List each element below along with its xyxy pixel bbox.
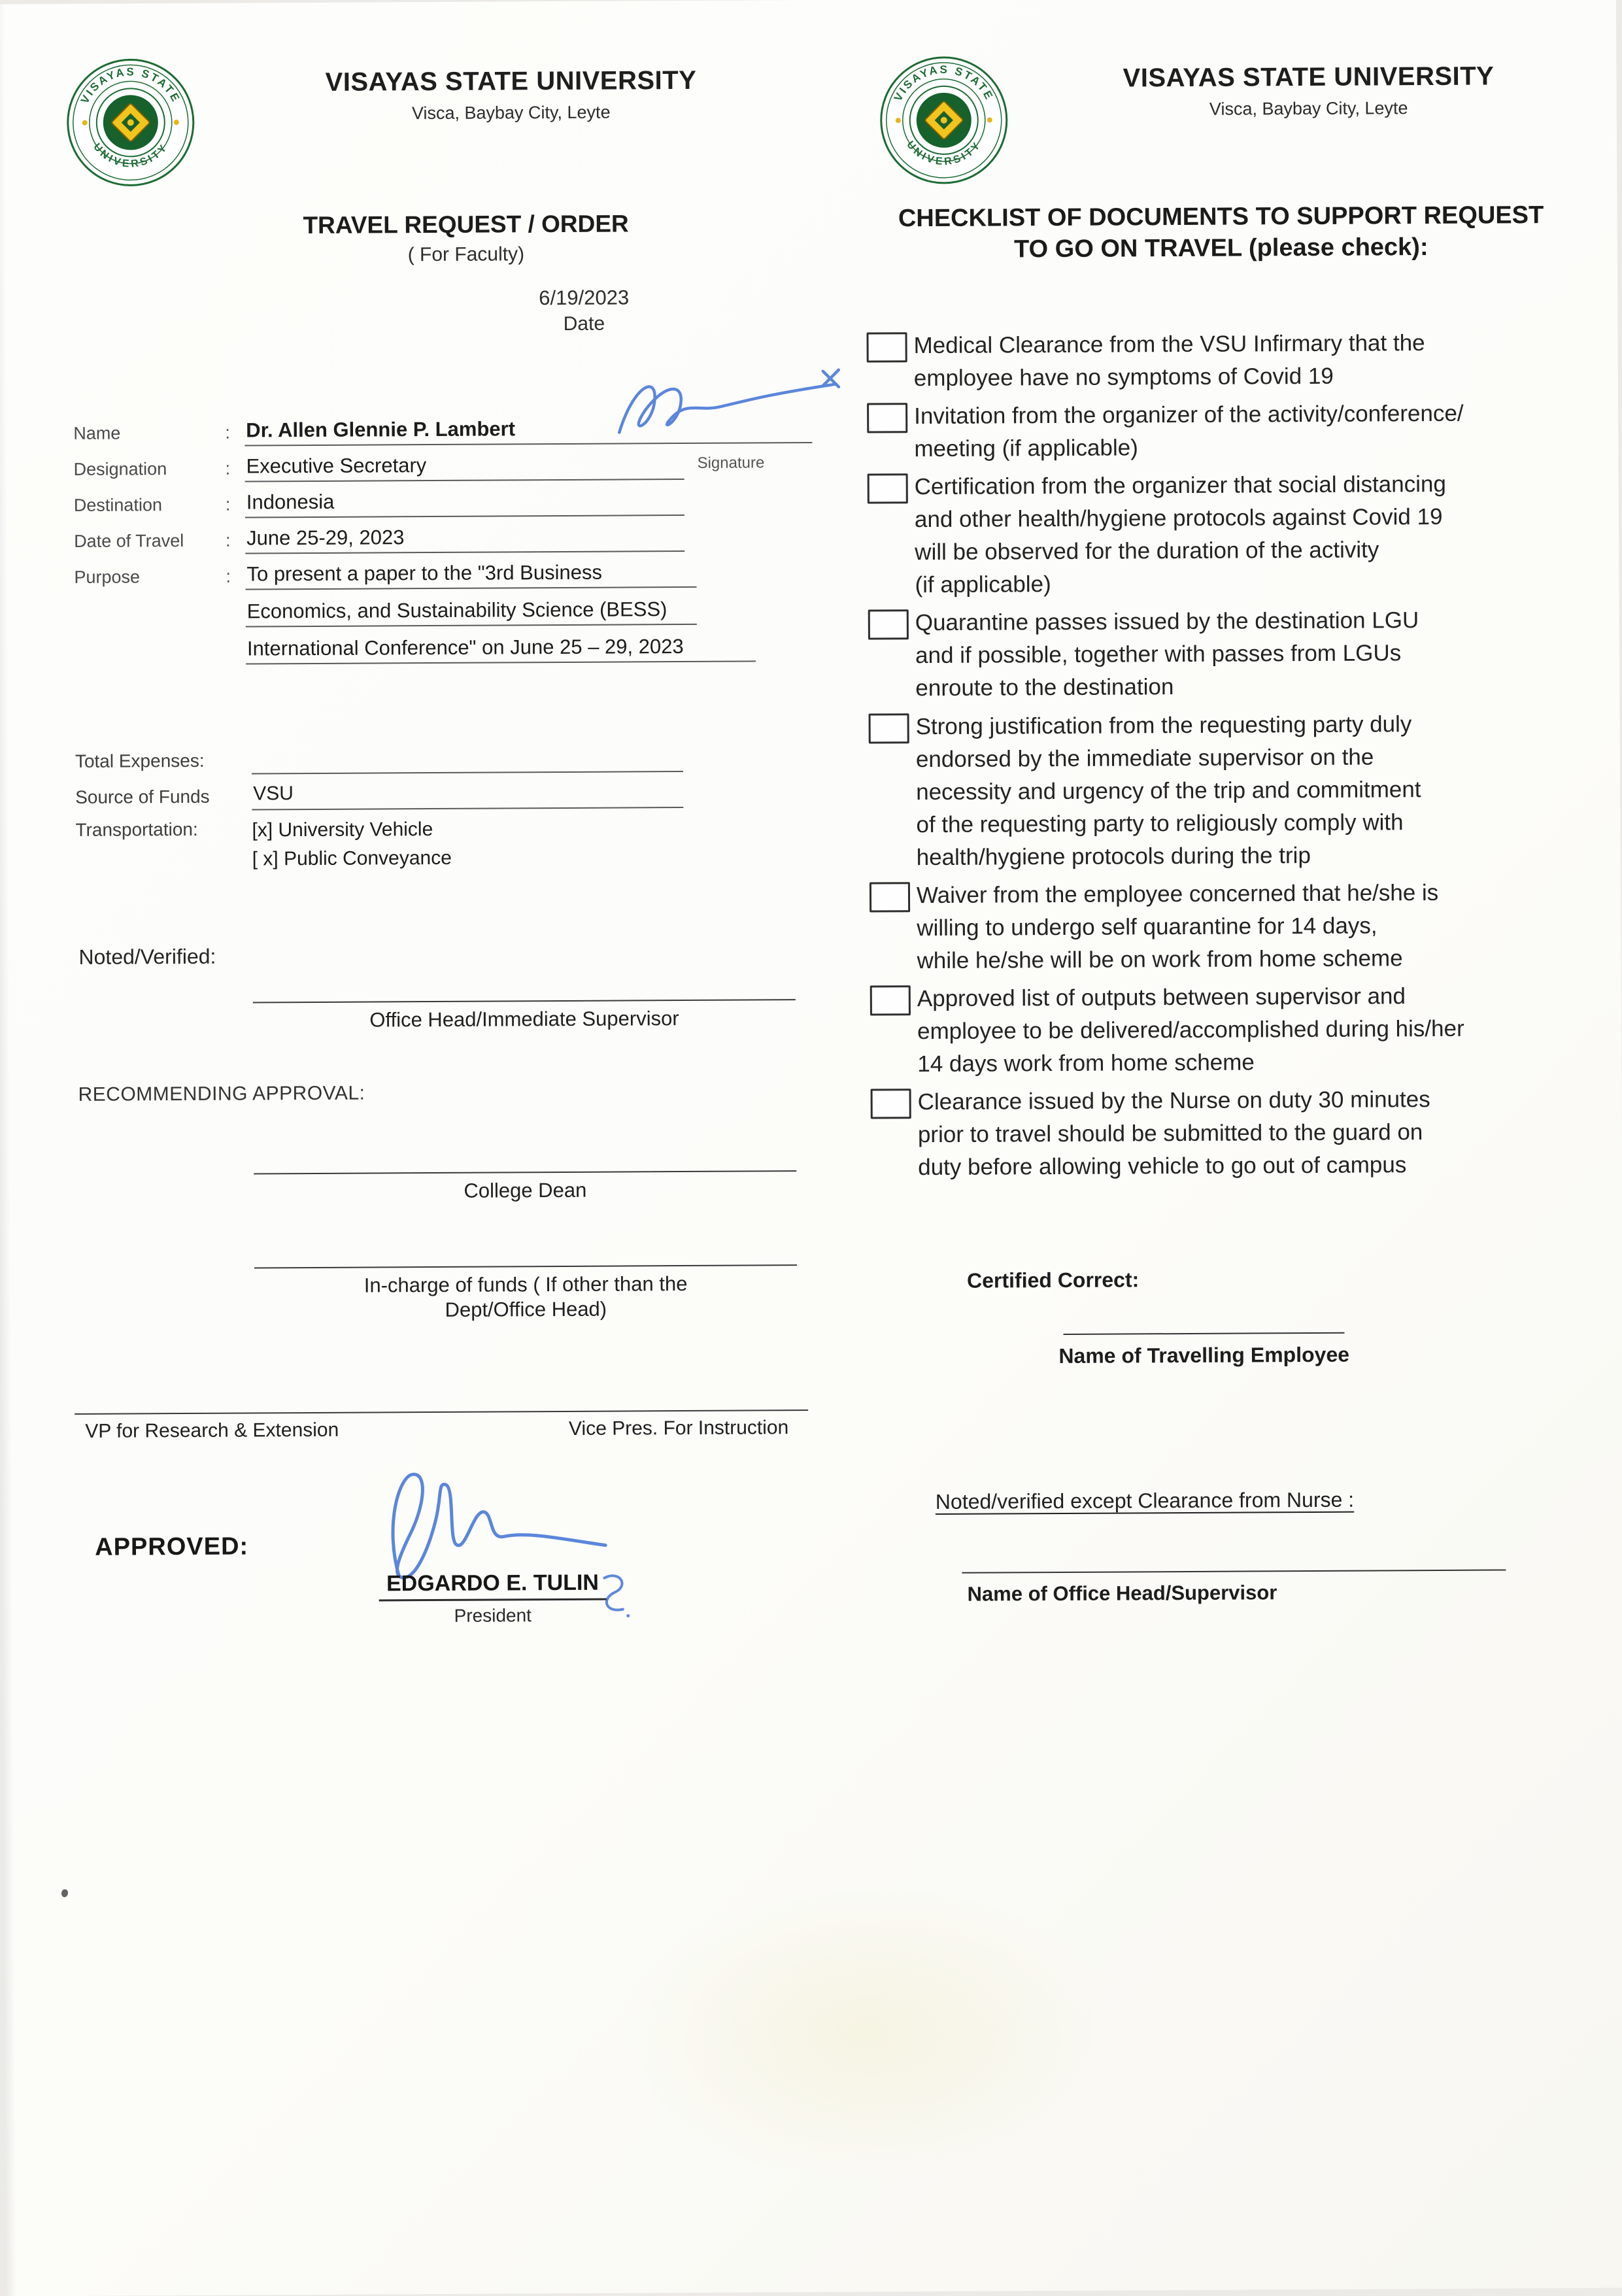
incharge-funds-label-line2: Dept/Office Head): [445, 1297, 607, 1321]
source-of-funds-label: Source of Funds: [75, 786, 210, 807]
checkbox[interactable]: [869, 713, 909, 743]
employee-signature-image: [607, 358, 850, 463]
checklist-item-text: Approved list of outputs between supervisor and employee to be delivered/accomplished during his/her 14 days work from home scheme: [917, 983, 1464, 1077]
form-title: TRAVEL REQUEST / ORDER: [303, 210, 629, 239]
total-expenses-row: [75, 744, 775, 775]
colon: :: [225, 494, 231, 515]
office-head-supervisor-block: [962, 1569, 1524, 1606]
transport-option-university-vehicle: [x] University Vehicle: [252, 819, 433, 841]
transport-option-public-conveyance: [ x] Public Conveyance: [252, 847, 452, 870]
checklist-item: [869, 707, 1602, 874]
expenses-block: [75, 744, 775, 881]
colon: :: [225, 422, 230, 443]
travel-date-label: Date of Travel: [74, 531, 184, 551]
form-title-block: [192, 210, 741, 267]
checkbox[interactable]: [868, 610, 909, 640]
checklist-title-line1: CHECKLIST OF DOCUMENTS TO SUPPORT REQUEST: [898, 201, 1544, 233]
transportation-row: [75, 816, 775, 844]
checklist-item-text: Certification from the organizer that social distancing and other health/hygiene protocols against Covid 19 will be observed for the duration of the activity (if applicable): [914, 471, 1446, 598]
university-address: Visca, Baybay City, Leyte: [411, 102, 611, 124]
right-header: [1021, 61, 1596, 121]
president-name: EDGARDO E. TULIN: [379, 1570, 607, 1602]
university-name: VISAYAS STATE UNIVERSITY: [1123, 61, 1495, 93]
date-block: [453, 286, 715, 336]
left-header: [210, 65, 811, 125]
vp-signature-line: [75, 1410, 808, 1443]
purpose-line: International Conference" on June 25 – 29, 2023: [246, 634, 756, 664]
vp-research-label: VP for Research & Extension: [85, 1419, 339, 1442]
checklist-item-text: Waiver from the employee concerned that he/she is willing to undergo self quarantine for 14 days, while he/she will be on work from home scheme: [916, 879, 1439, 973]
university-name: VISAYAS STATE UNIVERSITY: [325, 65, 697, 97]
checkbox[interactable]: [868, 473, 908, 503]
checkbox[interactable]: [870, 882, 910, 912]
recommending-approval-label: RECOMMENDING APPROVAL:: [78, 1082, 365, 1106]
vsu-seal-logo: [65, 57, 196, 188]
checklist: [866, 326, 1603, 1190]
checklist-item: [870, 875, 1602, 977]
total-expenses-value: [252, 745, 683, 774]
president-block: [342, 1570, 643, 1627]
scan-smudge: [618, 1882, 1117, 2185]
office-head-supervisor-label: Name of Office Head/Supervisor: [967, 1581, 1277, 1606]
checklist-item: [871, 1083, 1604, 1185]
president-signature-image: [364, 1447, 620, 1589]
spacer: [76, 868, 252, 872]
name-label: Name: [73, 423, 121, 443]
field-row-travel-date: [74, 524, 852, 555]
destination-label: Destination: [73, 495, 163, 515]
form-subtitle: ( For Faculty): [407, 243, 525, 266]
vp-labels-row: [75, 1411, 808, 1443]
travel-date-value: June 25-29, 2023: [245, 524, 684, 554]
colon: :: [226, 566, 231, 586]
travelling-employee-signature-block: [1021, 1332, 1387, 1368]
field-row-purpose: [74, 560, 853, 675]
designation-label: Designation: [73, 459, 167, 479]
checklist-item-text: Clearance issued by the Nurse on duty 30 minutes prior to travel should be submitted to the guard on duty before allowing vehicle to go out of campus: [917, 1087, 1430, 1181]
college-dean-signature-line: [254, 1170, 796, 1204]
transportation-row-2: [76, 845, 775, 873]
president-title: President: [454, 1605, 532, 1626]
office-head-signature-line: [253, 999, 796, 1032]
source-of-funds-value: VSU: [252, 781, 683, 810]
incharge-funds-label-line1: In-charge of funds ( If other than the: [363, 1272, 688, 1297]
signature-caption: Signature: [697, 454, 765, 472]
incharge-funds-signature-line: [254, 1264, 797, 1323]
total-expenses-label: Total Expenses:: [75, 750, 205, 771]
vsu-seal-logo: [878, 54, 1009, 186]
checklist-item: [866, 326, 1599, 396]
field-row-destination: [74, 488, 852, 519]
certified-correct-label: Certified Correct:: [966, 1268, 1140, 1292]
checklist-item: [868, 467, 1600, 602]
vp-instruction-label: Vice Pres. For Instruction: [568, 1417, 789, 1440]
checklist-item: [867, 397, 1600, 466]
purpose-line: Economics, and Sustainability Science (BESS): [246, 598, 697, 628]
colon: :: [226, 530, 231, 550]
checkbox[interactable]: [866, 332, 907, 362]
transportation-label: Transportation:: [75, 819, 198, 840]
scan-artifact-dot: [61, 1889, 68, 1897]
checklist-item-text: Invitation from the organizer of the activity/conference/ meeting (if applicable): [914, 400, 1464, 462]
noted-verified-label: Noted/Verified:: [78, 944, 216, 969]
checklist-title-block: [864, 200, 1577, 266]
purpose-label: Purpose: [74, 567, 141, 587]
checkbox[interactable]: [867, 403, 907, 433]
noted-except-nurse-label: Noted/verified except Clearance from Nurse :: [935, 1487, 1355, 1514]
checklist-item-text: Medical Clearance from the VSU Infirmary that the employee have no symptoms of Covid 19: [913, 330, 1425, 392]
checklist-item-text: Quarantine passes issued by the destination LGU and if possible, together with passes from LGUs enroute to the destination: [915, 607, 1419, 701]
checklist-title-line2: TO GO ON TRAVEL (please check):: [1013, 233, 1428, 263]
college-dean-label: College Dean: [464, 1178, 587, 1202]
paper-edge-shadow: [0, 4, 16, 2296]
name-value: Dr. Allen Glennie P. Lambert: [245, 416, 812, 447]
travelling-employee-label: Name of Travelling Employee: [1058, 1342, 1350, 1368]
checklist-item: [868, 603, 1601, 705]
travelling-employee-signature-line: [1064, 1332, 1345, 1335]
university-address: Visca, Baybay City, Leyte: [1209, 98, 1408, 119]
source-of-funds-row: [75, 780, 775, 811]
approved-label: APPROVED:: [95, 1532, 249, 1561]
destination-value: Indonesia: [245, 488, 684, 518]
colon: :: [225, 458, 231, 479]
office-head-label: Office Head/Immediate Supervisor: [369, 1007, 679, 1032]
designation-value: Executive Secretary: [245, 452, 684, 482]
purpose-line: To present a paper to the "3rd Business: [245, 560, 696, 590]
office-head-supervisor-signature-line: [962, 1569, 1506, 1573]
date-label: Date: [563, 312, 605, 335]
checklist-item-text: Strong justification from the requesting party duly endorsed by the immediate supervisor on the necessity and urgency of the trip and commitment of the requesting party to religiously comply with health/hygiene protocols during the trip: [915, 711, 1421, 870]
checkbox[interactable]: [870, 985, 911, 1015]
checkbox[interactable]: [871, 1089, 911, 1119]
purpose-lines: [245, 560, 756, 674]
date-value: 6/19/2023: [539, 286, 630, 310]
checklist-item: [870, 979, 1603, 1081]
